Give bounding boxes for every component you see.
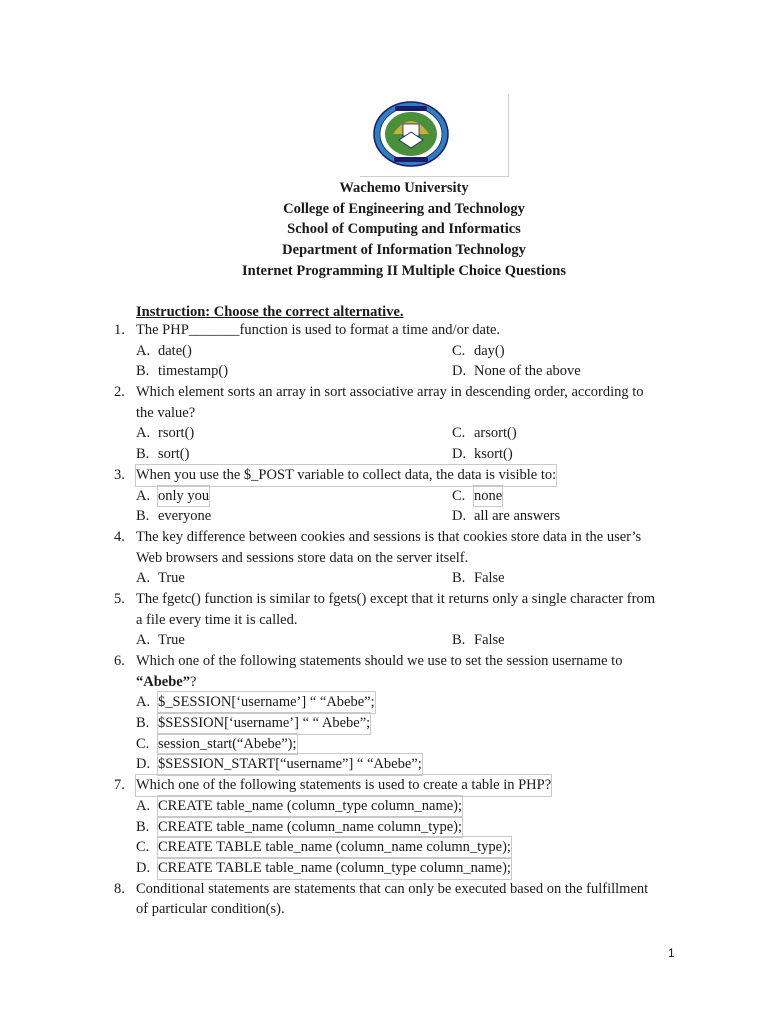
option-letter: B.	[136, 508, 150, 525]
option-text: CREATE table_name (column_type column_name);	[158, 796, 462, 817]
option-letter: B.	[136, 363, 150, 380]
option-letter: D.	[452, 446, 467, 463]
option-text: sort()	[158, 446, 190, 463]
option-letter: D.	[136, 756, 151, 773]
option-text: CREATE TABLE table_name (column_type column_name);	[158, 858, 511, 879]
question-5	[0, 589, 768, 610]
option-row	[0, 817, 768, 838]
option-text: only you	[158, 486, 209, 507]
option-letter: D.	[452, 363, 467, 380]
question-number: 5.	[114, 590, 125, 607]
option-row	[0, 837, 768, 858]
question-number: 4.	[114, 528, 125, 545]
option-text: everyone	[158, 508, 212, 525]
option-letter: C.	[452, 487, 466, 504]
question-text-continued	[0, 548, 768, 569]
question-text: a file every time it is called.	[136, 611, 298, 628]
question-text-continued	[0, 610, 768, 631]
option-letter: C.	[136, 839, 150, 856]
option-letter: B.	[136, 818, 150, 835]
question-1	[0, 320, 768, 341]
option-text: CREATE table_name (column_name column_type);	[158, 817, 462, 838]
question-text: When you use the $_POST variable to collect data, the data is visible to:	[136, 465, 556, 486]
option-letter: C.	[452, 425, 466, 442]
option-text: $SESSION_START[“username”] “ “Abebe”;	[158, 754, 422, 775]
question-mark: ?	[189, 673, 197, 690]
option-row	[0, 361, 768, 382]
option-letter: A.	[136, 342, 151, 359]
option-letter: B.	[452, 570, 466, 587]
option-letter: B.	[136, 446, 150, 463]
option-text: True	[158, 632, 185, 649]
option-row	[0, 341, 768, 362]
option-letter: A.	[136, 487, 151, 504]
question-3	[0, 465, 768, 486]
question-list	[0, 320, 768, 920]
page-number: 1	[668, 946, 675, 960]
question-text-continued	[0, 672, 768, 693]
question-text-continued	[0, 899, 768, 920]
option-letter: A.	[136, 632, 151, 649]
question-7	[0, 775, 768, 796]
question-4	[0, 527, 768, 548]
question-text: Which element sorts an array in sort associative array in descending order, according to	[136, 384, 644, 401]
option-text: day()	[474, 342, 505, 359]
university-name: Wachemo University	[339, 180, 469, 196]
option-text: session_start(“Abebe”);	[158, 734, 297, 755]
option-letter: A.	[136, 570, 151, 587]
question-number: 2.	[114, 384, 125, 401]
question-number: 6.	[114, 653, 125, 669]
option-text: arsort()	[474, 425, 517, 442]
option-text: timestamp()	[158, 363, 229, 380]
option-row	[0, 506, 768, 527]
question-text: The fgetc() function is similar to fgets() except that it returns only a single character from	[136, 590, 655, 607]
option-row	[0, 734, 768, 755]
option-row	[0, 444, 768, 465]
department-name: Department of Information Technology	[282, 242, 526, 259]
option-letter: A.	[136, 797, 151, 814]
question-text: Conditional statements are statements that can only be executed based on the fulfillment	[136, 880, 649, 897]
option-row	[0, 568, 768, 589]
option-text: $SESSION[‘username’] “ “ Abebe”;	[158, 713, 370, 734]
option-letter: D.	[136, 859, 151, 876]
question-text: Web browsers and sessions store data on the server itself.	[136, 549, 469, 566]
question-8	[0, 879, 768, 900]
instruction: Instruction: Choose the correct alternative.	[136, 304, 404, 320]
university-seal-icon	[372, 100, 450, 168]
question-number: 7.	[114, 777, 125, 794]
exam-title: Internet Programming II Multiple Choice Questions	[242, 262, 566, 279]
option-letter: A.	[136, 425, 151, 442]
question-number: 1.	[114, 322, 125, 338]
school-name: School of Computing and Informatics	[287, 221, 521, 238]
question-text-continued	[0, 403, 768, 424]
option-letter: C.	[452, 342, 466, 359]
option-row	[0, 630, 768, 651]
question-text: of particular condition(s).	[136, 901, 285, 918]
option-text: date()	[158, 342, 192, 359]
option-row	[0, 692, 768, 713]
question-text: The key difference between cookies and sessions is that cookies store data in the user’s	[136, 528, 642, 545]
option-letter: B.	[136, 715, 150, 732]
option-text: $_SESSION[‘username’] “ “Abebe”;	[158, 692, 375, 713]
option-text: none	[474, 486, 502, 507]
question-text: the value?	[136, 404, 196, 421]
option-letter: C.	[136, 735, 150, 752]
option-row	[0, 858, 768, 879]
document-header	[0, 178, 768, 281]
option-text: rsort()	[158, 425, 195, 442]
question-2	[0, 382, 768, 403]
question-text: Which one of the following statements is used to create a table in PHP?	[136, 775, 551, 796]
question-number: 8.	[114, 880, 125, 897]
option-letter: A.	[136, 694, 151, 711]
abebe-name: “Abebe”	[136, 673, 190, 690]
option-row	[0, 486, 768, 507]
question-6	[0, 651, 768, 672]
question-number: 3.	[114, 466, 125, 483]
option-text: False	[474, 632, 505, 649]
college-name: College of Engineering and Technology	[283, 200, 525, 217]
option-row	[0, 423, 768, 444]
option-text: CREATE TABLE table_name (column_name column_type);	[158, 837, 511, 858]
option-text: ksort()	[474, 446, 513, 463]
question-text-line	[136, 672, 196, 693]
option-letter: B.	[452, 632, 466, 649]
option-row	[0, 713, 768, 734]
question-text: Which one of the following statements should we use to set the session username to	[136, 653, 623, 669]
question-text: The PHP_______function is used to format a time and/or date.	[136, 322, 501, 338]
option-row	[0, 754, 768, 775]
option-letter: D.	[452, 508, 467, 525]
option-text: all are answers	[474, 508, 561, 525]
option-text: True	[158, 570, 185, 587]
option-text: False	[474, 570, 505, 587]
option-row	[0, 796, 768, 817]
option-text: None of the above	[474, 363, 581, 380]
